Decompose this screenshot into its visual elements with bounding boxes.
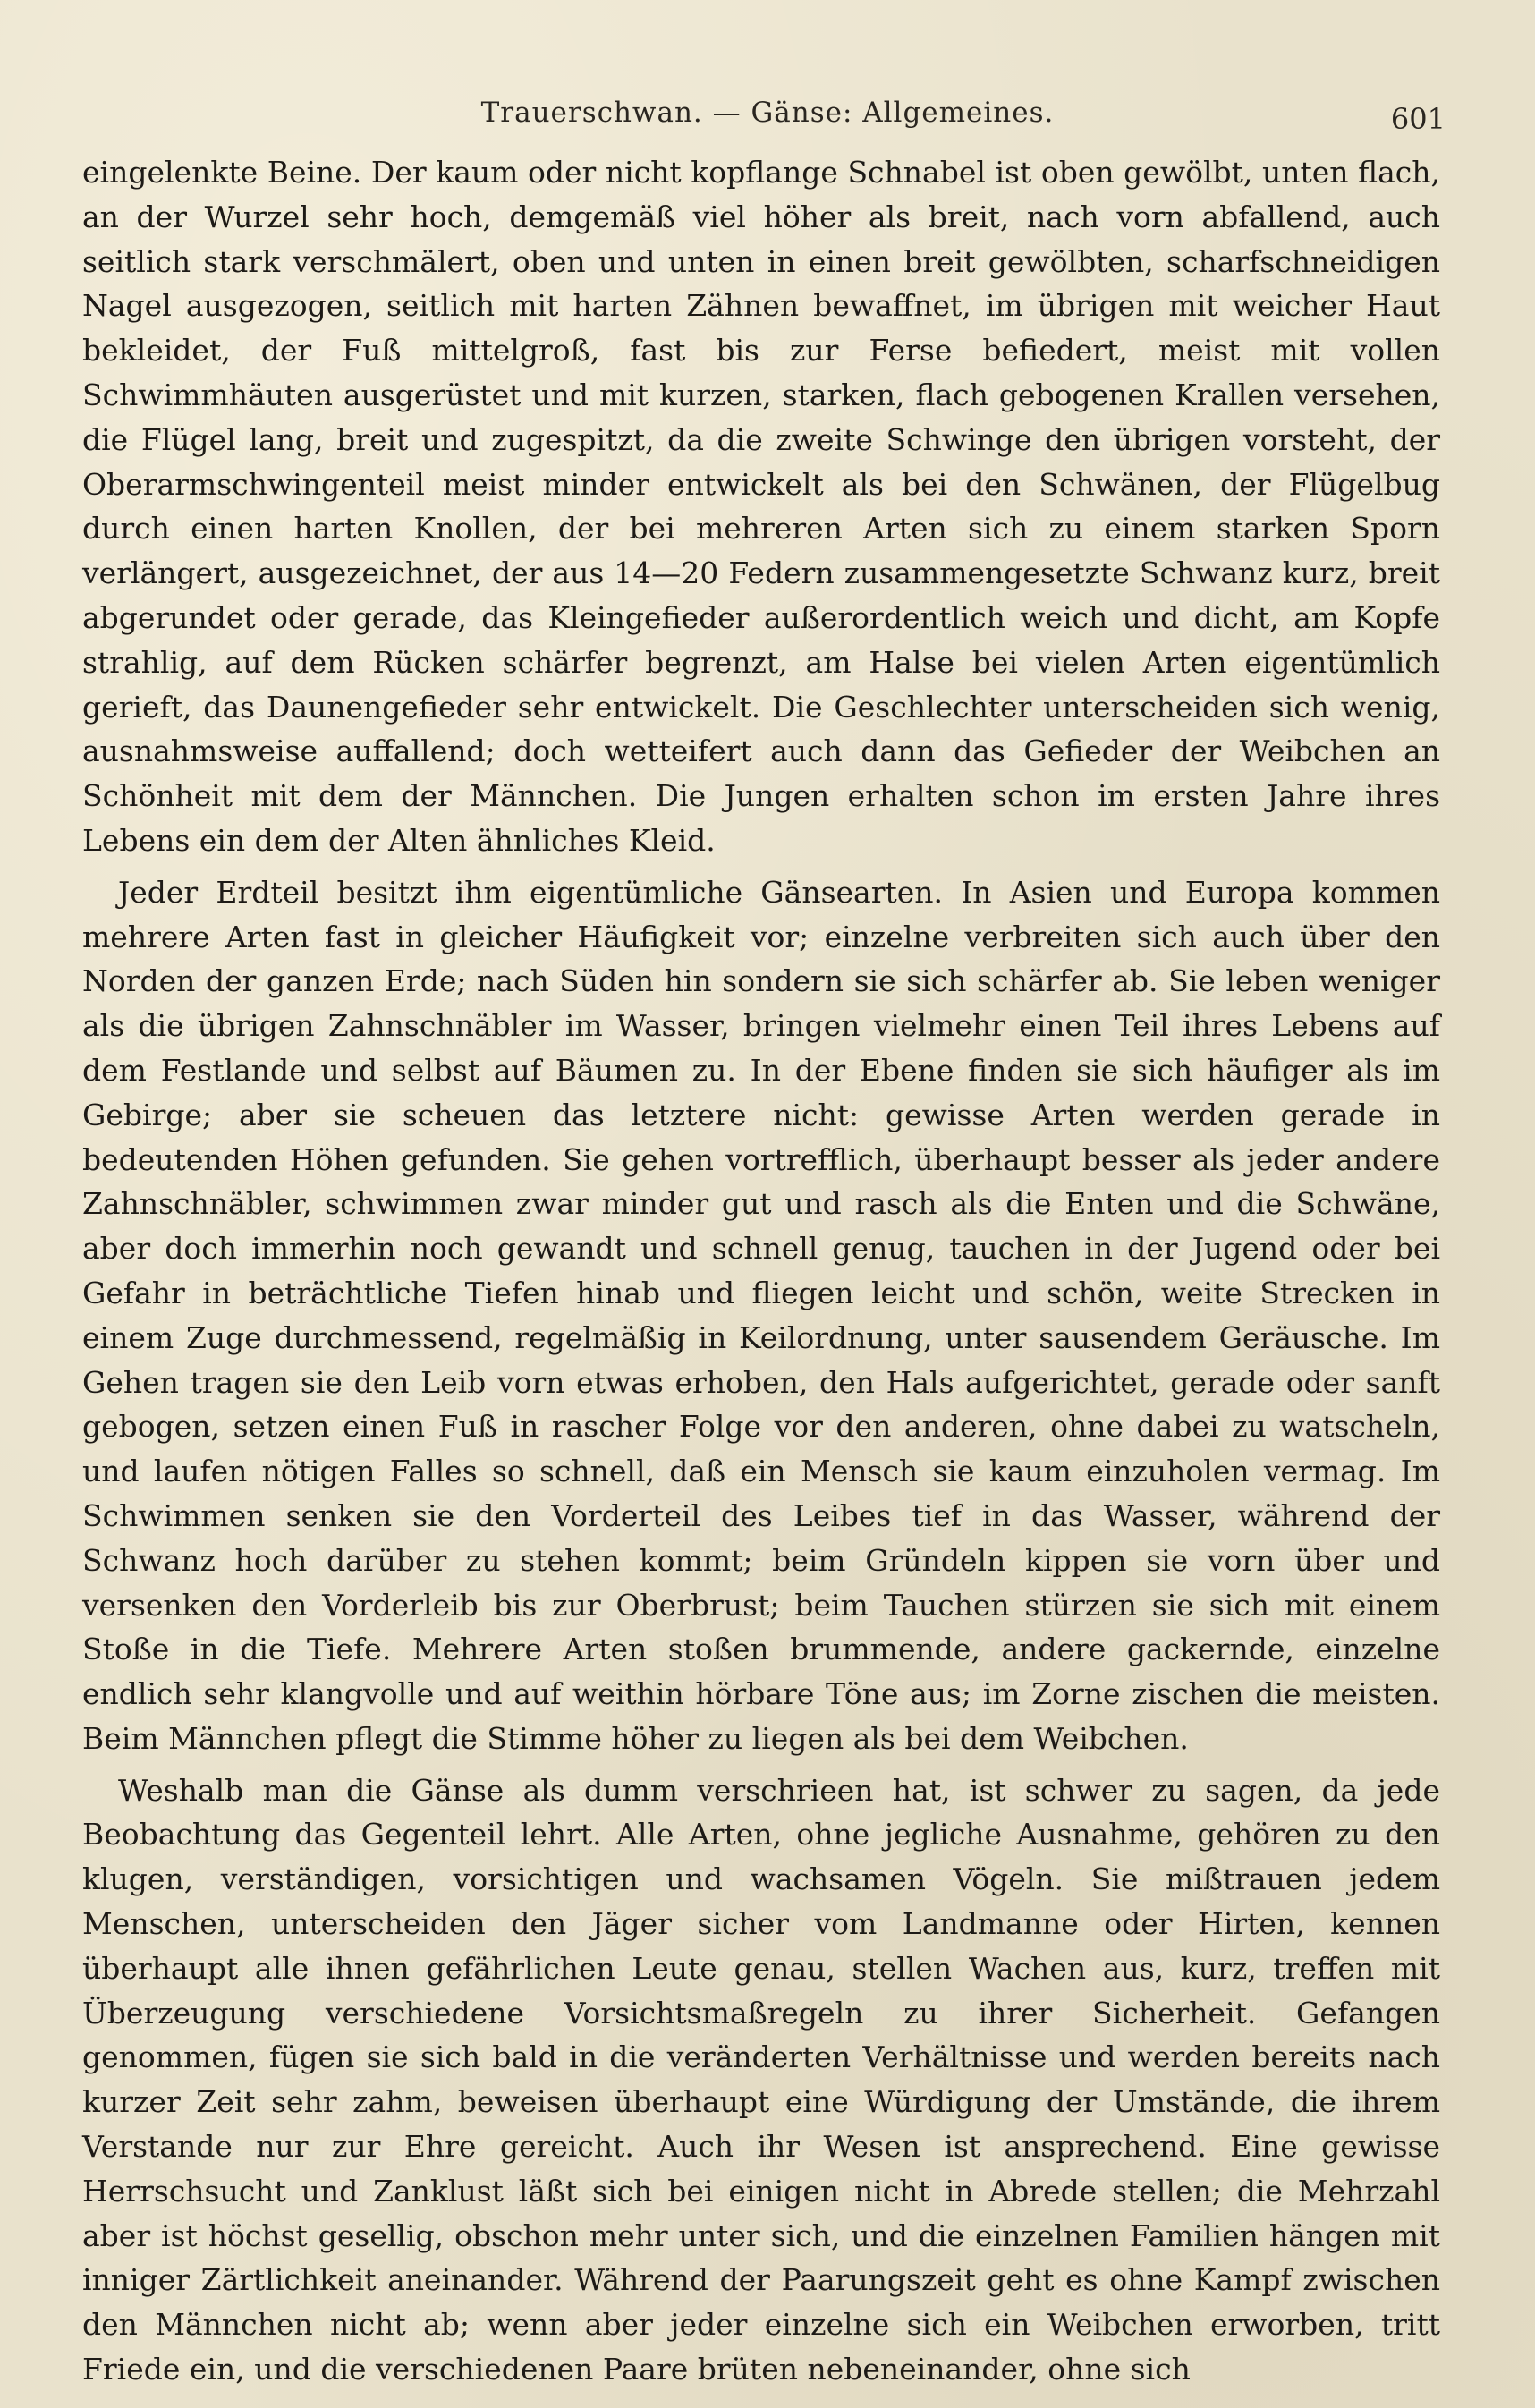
- running-title: Trauerschwan. — Gänse: Allgemeines.: [480, 97, 1055, 129]
- paragraph-continued: eingelenkte Beine. Der kaum oder nicht kopflange Schnabel ist oben gewölbt, unten flach, an der Wurzel sehr hoch, demgemäß viel höher als breit, nach vorn abfallend, auch seitlich stark verschmälert, oben und unten in einen breit gewölbten, scharfschneidigen Nagel ausgezogen, seitlich mit harten Zähnen bewaffnet, im übrigen mit weicher Haut bekleidet, der Fuß mittelgroß, fast bis zur Ferse befiedert, meist mit vollen Schwimmhäuten ausgerüstet und mit kurzen, starken, flach gebogenen Krallen versehen, die Flügel lang, breit und zugespitzt, da die zweite Schwinge den übrigen vorsteht, der Oberarmschwingenteil meist minder entwickelt als bei den Schwänen, der Flügelbug durch einen harten Knollen, der bei mehreren Arten sich zu einem starken Sporn verlängert, ausgezeichnet, der aus 14—20 Federn zusammengesetzte Schwanz kurz, breit abgerundet oder gerade, das Kleingefieder außerordentlich weich und dicht, am Kopfe strahlig, auf dem Rücken schärfer begrenzt, am Halse bei vielen Arten eigentümlich gerieft, das Daunengefieder sehr entwickelt. Die Geschlechter unterscheiden sich wenig, ausnahmsweise auffallend; doch wetteifert auch dann das Gefieder der Weibchen an Schönheit mit dem der Männchen. Die Jungen erhalten schon im ersten Jahre ihres Lebens ein dem der Alten ähnliches Kleid.: [82, 155, 1440, 858]
- body-text: [82, 150, 1440, 2399]
- paragraph-behaviour: Weshalb man die Gänse als dumm verschrieen hat, ist schwer zu sagen, da jede Beobachtung das Gegenteil lehrt. Alle Arten, ohne jegliche Ausnahme, gehören zu den klugen, verständigen, vorsichtigen und wachsamen Vögeln. Sie mißtrauen jedem Menschen, unterscheiden den Jäger sicher vom Landmanne oder Hirten, kennen überhaupt alle ihnen gefährlichen Leute genau, stellen Wachen aus, kurz, treffen mit Überzeugung verschiedene Vorsichtsmaßregeln zu ihrer Sicherheit. Gefangen genommen, fügen sie sich bald in die veränderten Verhältnisse und werden bereits nach kurzer Zeit sehr zahm, beweisen überhaupt eine Würdigung der Umstände, die ihrem Verstande nur zur Ehre gereicht. Auch ihr Wesen ist ansprechend. Eine gewisse Herrschsucht und Zanklust läßt sich bei einigen nicht in Abrede stellen; die Mehrzahl aber ist höchst gesellig, obschon mehr unter sich, und die einzelnen Familien hängen mit inniger Zärtlichkeit aneinander. Während der Paarungszeit geht es ohne Kampf zwischen den Männchen nicht ab; wenn aber jeder einzelne sich ein Weibchen erworben, tritt Friede ein, und die verschiedenen Paare brüten nebeneinander, ohne sich: [82, 1772, 1440, 2387]
- paragraph-distribution: Jeder Erdteil besitzt ihm eigentümliche Gänsearten. In Asien und Europa kommen mehrere Arten fast in gleicher Häufigkeit vor; einzelne verbreiten sich auch über den Norden der ganzen Erde; nach Süden hin sondern sie sich schärfer ab. Sie leben weniger als die übrigen Zahnschnäbler im Wasser, bringen vielmehr einen Teil ihres Lebens auf dem Festlande und selbst auf Bäumen zu. In der Ebene finden sie sich häufiger als im Gebirge; aber sie scheuen das letztere nicht: gewisse Arten werden gerade in bedeutenden Höhen gefunden. Sie gehen vortrefflich, überhaupt besser als jeder andere Zahnschnäbler, schwimmen zwar minder gut und rasch als die Enten und die Schwäne, aber doch immerhin noch gewandt und schnell genug, tauchen in der Jugend oder bei Gefahr in beträchtliche Tiefen hinab und fliegen leicht und schön, weite Strecken in einem Zuge durchmessend, regelmäßig in Keilordnung, unter sausendem Geräusche. Im Gehen tragen sie den Leib vorn etwas erhoben, den Hals aufgerichtet, gerade oder sanft gebogen, setzen einen Fuß in rascher Folge vor den anderen, ohne dabei zu watscheln, und laufen nötigen Falles so schnell, daß ein Mensch sie kaum einzuholen vermag. Im Schwimmen senken sie den Vorderteil des Leibes tief in das Wasser, während der Schwanz hoch darüber zu stehen kommt; beim Gründeln kippen sie vorn über und versenken den Vorderleib bis zur Oberbrust; beim Tauchen stürzen sie sich mit einem Stoße in die Tiefe. Mehrere Arten stoßen brummende, andere gackernde, einzelne endlich sehr klangvolle und auf weithin hörbare Töne aus; im Zorne zischen die meisten. Beim Männchen pflegt die Stimme höher zu liegen als bei dem Weibchen.: [82, 874, 1440, 1756]
- running-header: [0, 89, 1535, 143]
- page-number: 601: [1390, 102, 1446, 136]
